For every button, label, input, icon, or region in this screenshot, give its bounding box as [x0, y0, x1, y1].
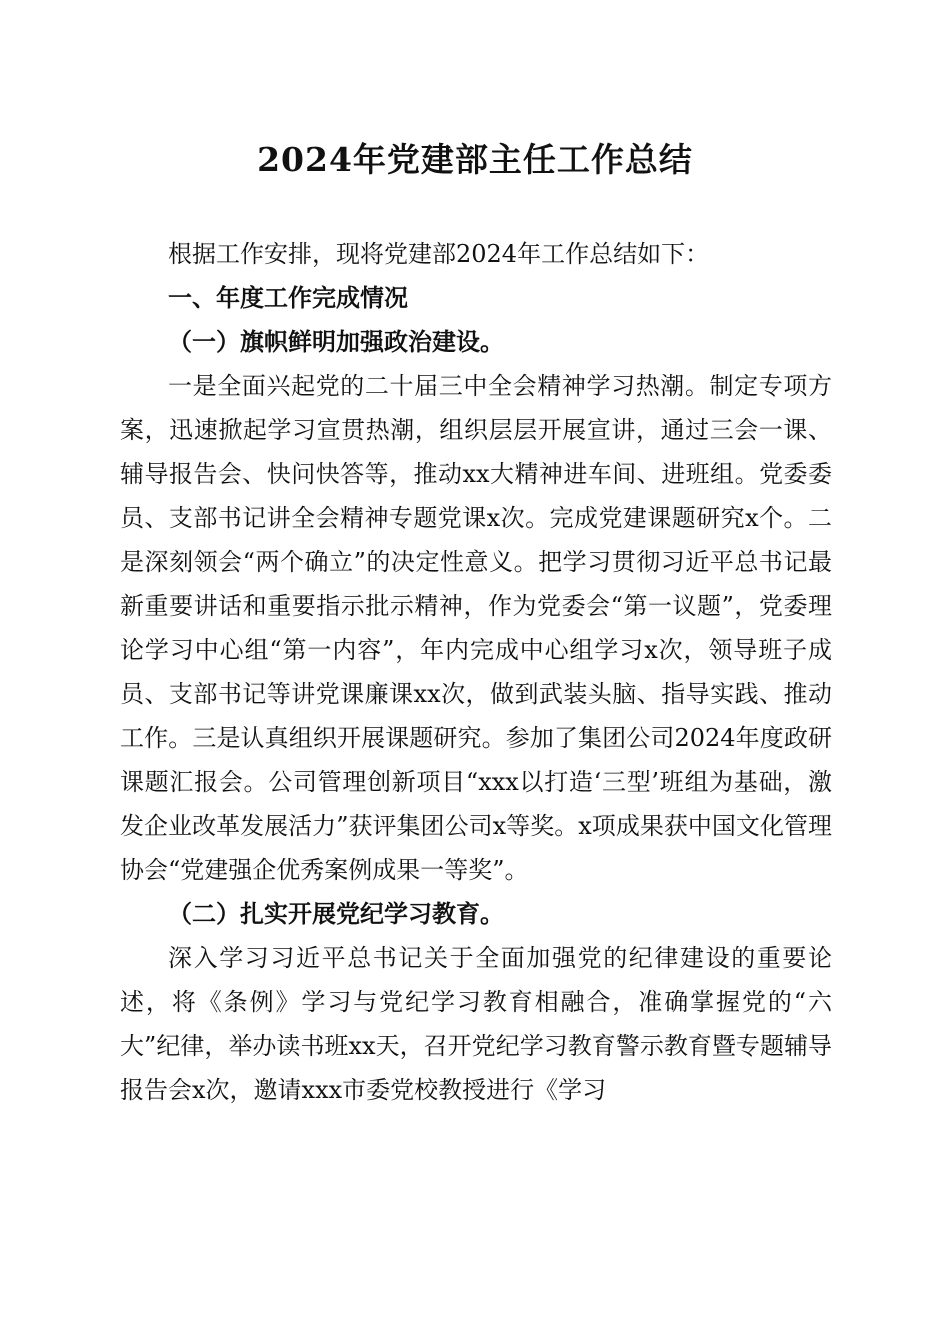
intro-paragraph: 根据工作安排，现将党建部2024年工作总结如下：	[168, 240, 710, 268]
subsection-paragraph-1: 一是全面兴起党的二十届三中全会精神学习热潮。制定专项方案，迅速掀起学习宣贯热潮，组织层层开展宣讲，通过三会一课、辅导报告会、快问快答等，推动xx大精神进车间、进班组。党委委员、支部书记讲全会精神专题党课x次。完成党建课题研究x个。二是深刻领会“两个确立”的决定性意义。把学习贯彻习近平总书记最新重要讲话和重要指示批示精神，作为党委会“第一议题”，党委理论学习中心组“第一内容”，年内完成中心组学习x次，领导班子成员、支部书记等讲党课廉课xx次，做到武装头脑、指导实践、推动工作。三是认真组织开展课题研究。参加了集团公司2024年度政研课题汇报会。公司管理创新项目“xxx以打造‘三型’班组为基础，激发企业改革发展活力”获评集团公司x等奖。x项成果获中国文化管理协会“党建强企优秀案例成果一等奖”。	[120, 372, 832, 884]
subsection-heading-1: （一）旗帜鲜明加强政治建设。	[168, 327, 504, 356]
document-body	[120, 232, 832, 1112]
section-heading: 一、年度工作完成情况	[168, 284, 408, 312]
subsection-paragraph-2: 深入学习习近平总书记关于全面加强党的纪律建设的重要论述，将《条例》学习与党纪学习教育相融合，准确掌握党的“六大”纪律，举办读书班xx天，召开党纪学习教育警示教育暨专题辅导报告会x次，邀请xxx市委党校教授进行《学习	[120, 944, 832, 1104]
subsection-heading-2: （二）扎实开展党纪学习教育。	[168, 899, 504, 928]
document-title: 2024年党建部主任工作总结	[257, 140, 693, 179]
